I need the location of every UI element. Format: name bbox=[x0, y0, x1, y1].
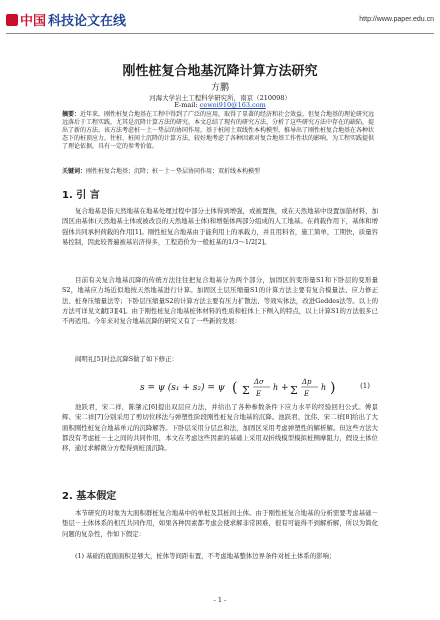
paragraph-assumptions-2: (1) 基础的底面面积足够大，桩体等间距布置，不考虑地基整体边界条件对桩土体系的影响； bbox=[75, 552, 336, 560]
equation-number: (1) bbox=[360, 382, 370, 390]
paragraph-intro-3: 阎明礼[5]对总沉降S做了如下修正： bbox=[75, 355, 178, 363]
author-email bbox=[0, 101, 440, 109]
logo-icon bbox=[6, 14, 18, 26]
svg-text:Δσ: Δσ bbox=[254, 378, 264, 386]
svg-text:E: E bbox=[256, 390, 262, 398]
email-link[interactable]: cewei910@163.com bbox=[199, 101, 266, 109]
svg-text:Δp: Δp bbox=[302, 378, 312, 386]
site-url-link[interactable]: http://www.paper.edu.cn bbox=[359, 16, 434, 23]
section-heading-intro: 1. 引 言 bbox=[62, 190, 100, 201]
svg-text:E: E bbox=[304, 390, 310, 398]
logo-text-part1: 中国 bbox=[20, 14, 47, 29]
svg-text:h: h bbox=[273, 383, 279, 392]
page-header bbox=[6, 6, 434, 34]
svg-text:): ) bbox=[330, 380, 336, 396]
equation-formula bbox=[140, 370, 340, 404]
svg-text:Σ: Σ bbox=[290, 384, 298, 397]
section-heading-assumptions: 2. 基本假定 bbox=[62, 491, 117, 502]
email-label: E-mail: bbox=[174, 101, 198, 109]
logo-text-part2: 科技论文在线 bbox=[48, 14, 127, 29]
svg-text:Σ: Σ bbox=[242, 384, 250, 397]
paragraph-intro-4: 池跃君，宋二祥，陈肇元[6]提出双层应力法，并给出了各种参数条件下应力水平的经验回归公式。傅景辉、宋二祥[7]分别采用了剪切位移法与弹塑性阶段刚性桩复合地基的沉降。池跃君、沈伟、宋二祥[8]给出了大面积刚性桩复合地基单元的沉降解答。下卧层采用分层总和法，加固区采用考虑弹塑性的解析解。但这些方法大都没有考虑桩－土之间的共同作用，本文在考虑这些因素的基础上采用双折线模型模拟桩侧摩阻力，假设土体位移，通过求解微分方程得到桩顶沉降。 bbox=[62, 403, 378, 453]
paper-author: 方鹏 bbox=[210, 83, 229, 93]
svg-text:+: + bbox=[281, 383, 289, 393]
site-logo[interactable] bbox=[6, 10, 126, 29]
svg-text:(: ( bbox=[232, 380, 238, 396]
author-affiliation: 河海大学岩土工程科学研究所，南京（210098） bbox=[149, 94, 291, 102]
keywords-label: 关键词： bbox=[62, 168, 87, 175]
abstract-text: 近年来，刚性桩复合地基在工程中得到了广泛的应用，取得了显著的经济和社会效益，但复合地基的理论研究远远落后于工程实践，尤其是沉降计算方法的研究。本文总结了现有的研究方法，分析了这些研究方法中存在的缺陷，提出了新的方法。该方法考虑桩－土－垫层的协同作用，基于桩间土双线性本构模型，推导出了刚性桩复合地基在各种状态下的桩顶应力，往桩、桩间土沉降的计算方法，较好地考虑了各种因素对复合地基工作性状的影响，为工程实践提供了理论依据，具有一定的参考价值。 bbox=[62, 111, 375, 150]
svg-text:s = ψ (s₁ + s₂) = ψ: s = ψ (s₁ + s₂) = ψ bbox=[140, 383, 225, 393]
paragraph-intro-2: 目前有关复合地基沉降的传统方法往往把复合地基分为两个部分，加固区的变形量S1和下卧层的变形量S2，地基应力场近似地按天然地基进行计算。加固区土层压缩量S1的计算方法主要有复合模量法、应力修正法、桩身压缩量法等；下卧层压缩量S2的计算方法主要有压力扩散法、等效实体法，改进Geddes法等。以上的方法可详见文献[3][4]。由于刚性桩复合地基桩体材料的性质和桩体上下侧入的特点，以上计算S1的方法很多已不再适用。今年来对复合地基沉降的研究又有了一些新的发展： bbox=[62, 276, 378, 326]
keywords-text: 刚性桩复合地基；沉降；桩－土－垫层协同作用；双折线本构模型 bbox=[86, 168, 261, 175]
keywords bbox=[62, 168, 378, 176]
equation-1 bbox=[140, 370, 370, 404]
abstract-label: 摘要： bbox=[62, 111, 81, 118]
paper-title: 刚性桩复合地基沉降计算方法研究 bbox=[122, 64, 318, 79]
abstract bbox=[62, 111, 378, 151]
svg-text:h: h bbox=[321, 383, 327, 392]
page-number: - 1 - bbox=[213, 596, 227, 604]
paragraph-intro-1: 复合地基是指天然地基在地基处理过程中部分土体得到增强，或被置换，或在天然地基中设置加筋材料，加固区由基体(天然地基土体或被改良的天然地基土体)和增强体两部分组成的人工地基。在荷载作用下，基体和增强体共同承担荷载的作用[1]。刚性桩复合地基由于能利用上的承载力，并且用料省，施工简单，工期快，质量容易控制，因此较普遍被基岩济得多，工程造价为一般桩基的1/3～1/2[2]。 bbox=[62, 207, 378, 246]
paragraph-assumptions-1: 本节研究的对象为大面积群桩复合地基中的单桩及其桩间土体。由于刚性桩复合地基的分析需要考虑基础－垫层－土体体系的相互共同作用，如果各种因素都考虑会使求解非常困难，很有可能得不到解析解，所以为简化问题的复杂性，作如下假定： bbox=[62, 509, 378, 538]
